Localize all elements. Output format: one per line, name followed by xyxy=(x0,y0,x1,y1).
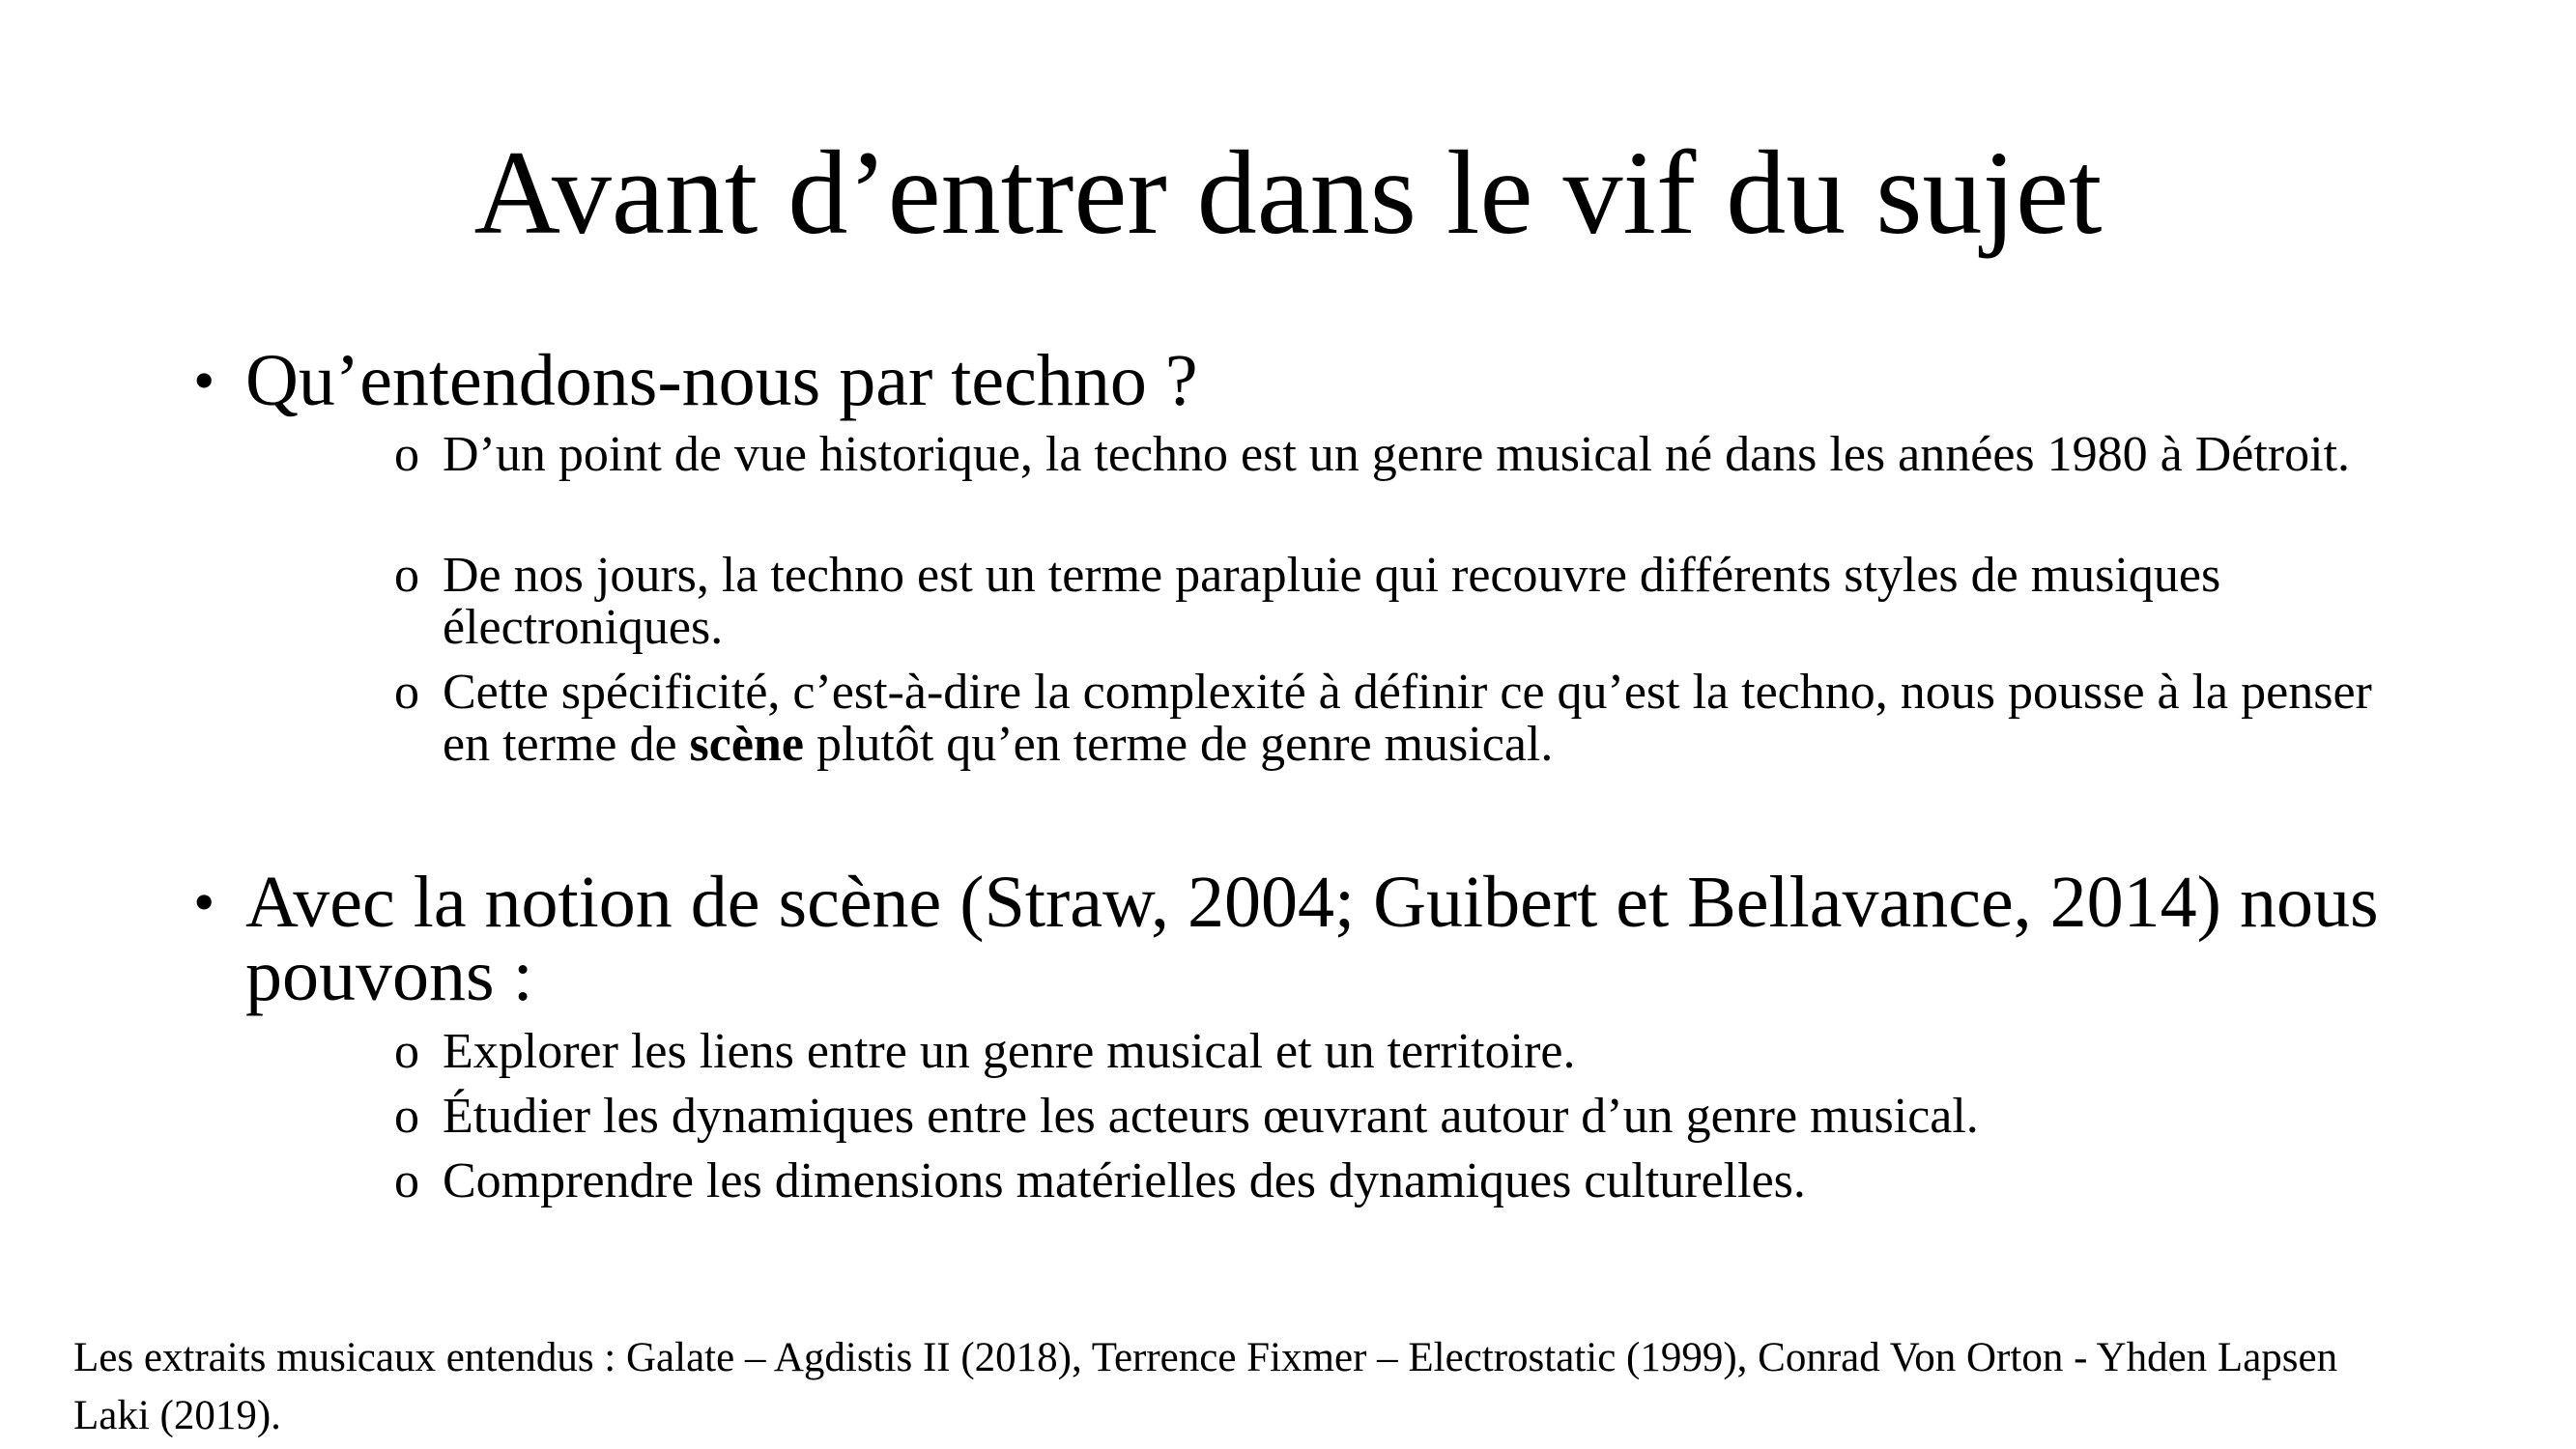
sub-item-text: Étudier les dynamiques entre les acteurs œuvrant autour d’un genre musical. xyxy=(443,1089,1979,1144)
sub-item xyxy=(394,667,2404,771)
sub-item xyxy=(394,1026,2404,1078)
sub-item-text: Explorer les liens entre un genre musical et un territoire. xyxy=(443,1024,1576,1079)
bullet-marker: • xyxy=(193,346,215,414)
bullet-item-techno-definition xyxy=(193,340,2416,421)
sub-marker: o xyxy=(394,1024,419,1079)
sub-item-text: De nos jours, la techno est un terme parapluie qui recouvre différents styles de musiques électroniques. xyxy=(443,548,2221,655)
sub-item-text: D’un point de vue historique, la techno est un genre musical né dans les années 1980 à Détroit. xyxy=(443,427,2351,482)
slide-title: Avant d’entrer dans le vif du sujet xyxy=(473,127,2103,259)
bullet-item-scene-notion xyxy=(193,862,2416,1016)
sub-item xyxy=(394,1091,2404,1143)
sub-marker: o xyxy=(394,1153,419,1208)
sub-item xyxy=(394,429,2404,481)
sub-marker: o xyxy=(394,427,419,482)
footer-music-credits: Les extraits musicaux entendus : Galate – Agdistis II (2018), Terrence Fixmer – Electrostatic (1999), Conrad Von Orton - Yhden Lapsen Laki (2019). xyxy=(73,1335,2338,1438)
sub-marker: o xyxy=(394,548,419,603)
bullet-text: Avec la notion de scène (Straw, 2004; Guibert et Bellavance, 2014) nous pouvons : xyxy=(245,862,2379,1016)
sub-item-text-after: plutôt qu’en terme de genre musical. xyxy=(803,717,1554,772)
sub-item-text: Comprendre les dimensions matérielles des dynamiques culturelles. xyxy=(443,1153,1806,1208)
sub-item xyxy=(394,550,2404,654)
sub-item-text-before: Cette spécificité, c’est-à-dire la complexité à définir ce qu’est la techno, nous pousse à la penser en terme de xyxy=(443,665,2372,772)
sub-marker: o xyxy=(394,665,419,720)
emphasis-scene: scène xyxy=(689,717,804,772)
bullet-marker: • xyxy=(193,867,215,936)
sub-item-text xyxy=(443,667,2404,771)
sub-marker: o xyxy=(394,1089,419,1144)
bullet-text: Qu’entendons-nous par techno ? xyxy=(245,340,1198,421)
sub-item xyxy=(394,1155,2404,1208)
